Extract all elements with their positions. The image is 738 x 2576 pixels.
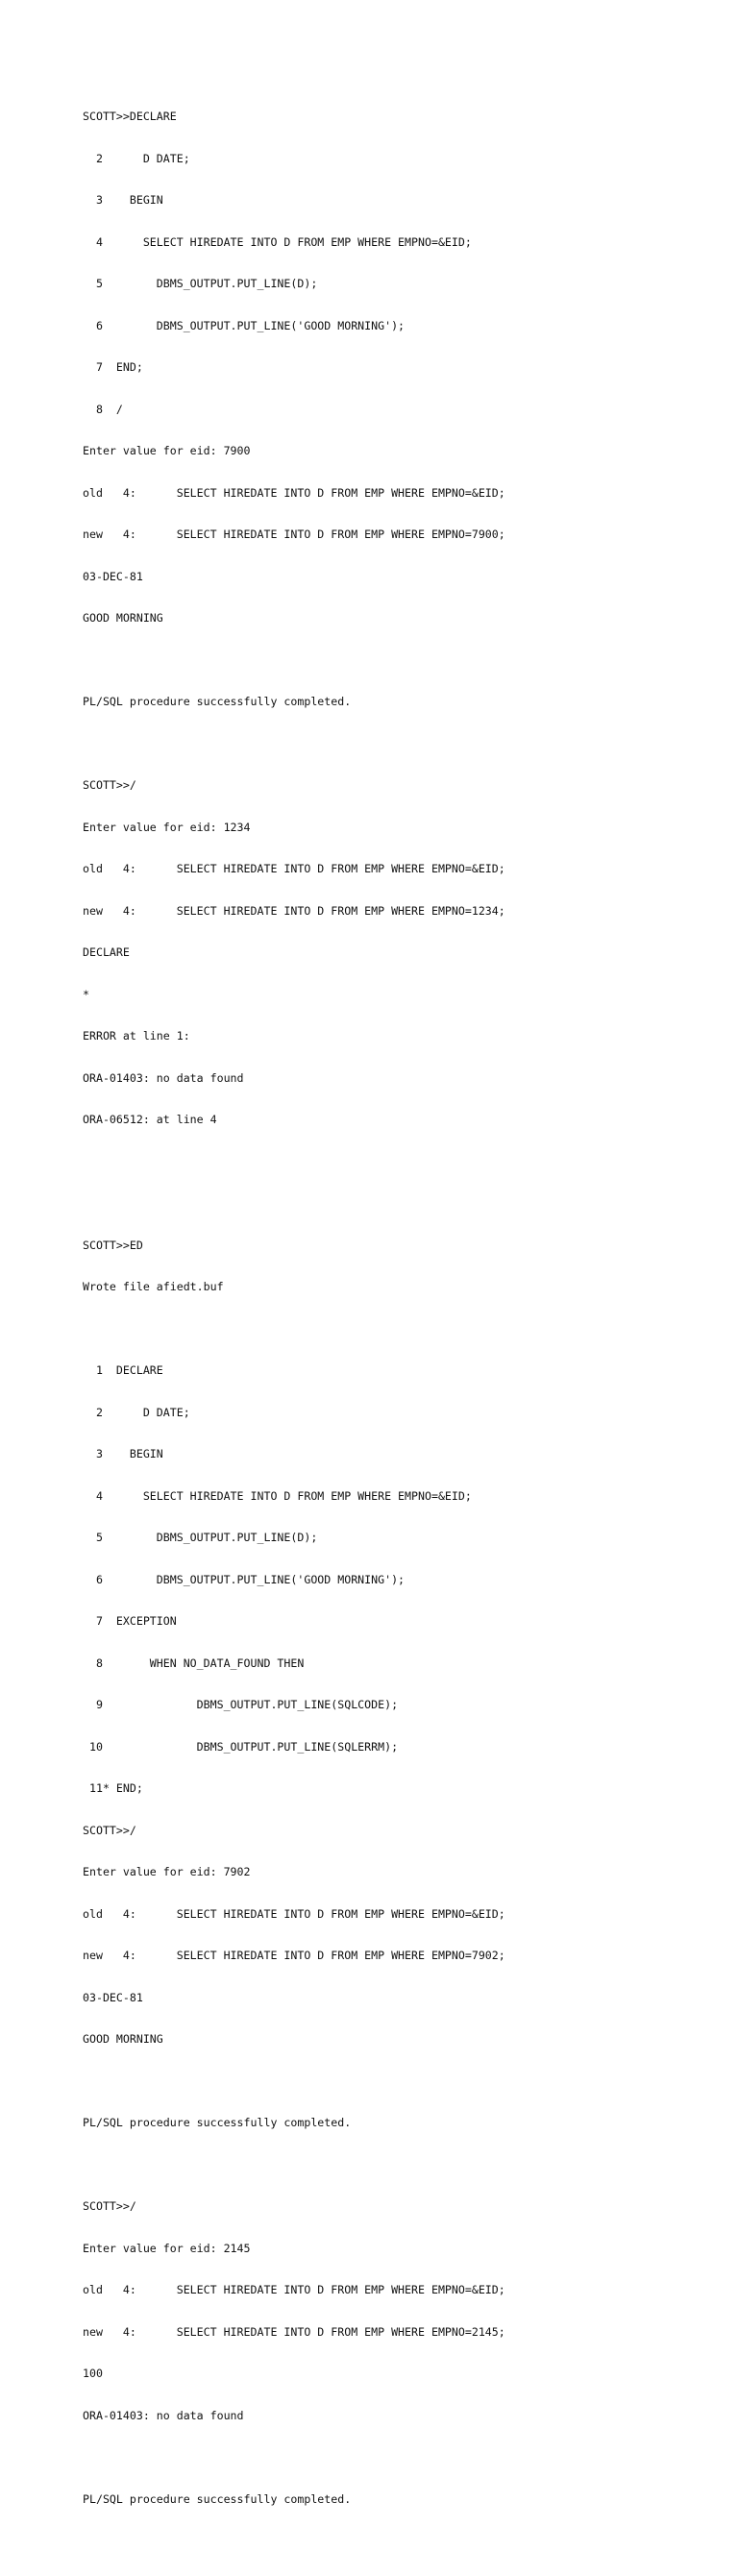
transcript-line: 9 DBMS_OUTPUT.PUT_LINE(SQLCODE); xyxy=(83,1698,399,1711)
transcript-line: GOOD MORNING xyxy=(83,611,163,625)
transcript-line: 7 END; xyxy=(83,360,143,374)
transcript-line: DECLARE xyxy=(83,945,130,959)
transcript-line xyxy=(83,2450,698,2465)
transcript-line: * xyxy=(83,987,89,1001)
transcript-line: ORA-01403: no data found xyxy=(83,2408,244,2422)
transcript-line: old 4: SELECT HIREDATE INTO D FROM EMP WHERE EMPNO=&EID; xyxy=(83,2283,505,2296)
transcript-line: SCOTT>>/ xyxy=(83,2199,136,2213)
transcript-line: new 4: SELECT HIREDATE INTO D FROM EMP WHERE EMPNO=1234; xyxy=(83,903,505,918)
transcript-line: PL/SQL procedure successfully completed. xyxy=(83,695,352,708)
transcript-line: 8 / xyxy=(83,402,123,416)
transcript-line: 5 DBMS_OUTPUT.PUT_LINE(D); xyxy=(83,1531,318,1544)
transcript-line: Enter value for eid: 2145 xyxy=(83,2241,251,2255)
transcript-line: SCOTT>>/ xyxy=(83,1823,136,1837)
transcript-line: 2 D DATE; xyxy=(83,1405,190,1419)
transcript-line xyxy=(83,1196,698,1211)
transcript-line: 10 DBMS_OUTPUT.PUT_LINE(SQLERRM); xyxy=(83,1739,399,1754)
transcript-line: 4 SELECT HIREDATE INTO D FROM EMP WHERE EMPNO=&EID; xyxy=(83,234,472,249)
transcript-line xyxy=(83,653,698,668)
transcript-line xyxy=(83,2074,698,2089)
transcript-line: new 4: SELECT HIREDATE INTO D FROM EMP WHERE EMPNO=2145; xyxy=(83,2324,505,2339)
transcript-line: 2 D DATE; xyxy=(83,151,190,165)
transcript-line: old 4: SELECT HIREDATE INTO D FROM EMP WHERE EMPNO=&EID; xyxy=(83,485,505,500)
transcript-line: 4 SELECT HIREDATE INTO D FROM EMP WHERE EMPNO=&EID; xyxy=(83,1488,472,1503)
transcript-line: 8 WHEN NO_DATA_FOUND THEN xyxy=(83,1656,305,1670)
transcript-line: GOOD MORNING xyxy=(83,2032,163,2046)
transcript-line xyxy=(83,737,698,751)
transcript-line: old 4: SELECT HIREDATE INTO D FROM EMP WHERE EMPNO=&EID; xyxy=(83,862,505,875)
transcript-line: ORA-06512: at line 4 xyxy=(83,1113,217,1126)
transcript-line: Enter value for eid: 7902 xyxy=(83,1865,251,1878)
transcript-line: 03-DEC-81 xyxy=(83,1990,143,2004)
transcript-line: 03-DEC-81 xyxy=(83,569,143,583)
transcript-line: 11* END; xyxy=(83,1781,143,1795)
transcript-line: SCOTT>>ED xyxy=(83,1238,143,1252)
transcript-line: PL/SQL procedure successfully completed. xyxy=(83,2491,352,2506)
transcript-line: SCOTT>>/ xyxy=(83,778,136,792)
transcript-line: SCOTT>>DECLARE xyxy=(83,110,177,123)
transcript-line: new 4: SELECT HIREDATE INTO D FROM EMP WHERE EMPNO=7900; xyxy=(83,527,505,541)
transcript-line: 6 DBMS_OUTPUT.PUT_LINE('GOOD MORNING'); xyxy=(83,318,406,332)
transcript-line: Wrote file afiedt.buf xyxy=(83,1280,224,1293)
transcript-line: 7 EXCEPTION xyxy=(83,1614,177,1628)
transcript-line: Enter value for eid: 1234 xyxy=(83,820,251,834)
transcript-line: 3 BEGIN xyxy=(83,1447,163,1460)
transcript-line: 6 DBMS_OUTPUT.PUT_LINE('GOOD MORNING'); xyxy=(83,1572,406,1586)
transcript-line: 3 BEGIN xyxy=(83,193,163,207)
transcript-line xyxy=(83,2158,698,2172)
transcript-line xyxy=(83,2534,698,2548)
transcript-line: 1 DECLARE xyxy=(83,1363,163,1377)
transcript-line: old 4: SELECT HIREDATE INTO D FROM EMP WHERE EMPNO=&EID; xyxy=(83,1906,505,1921)
transcript-line: new 4: SELECT HIREDATE INTO D FROM EMP WHERE EMPNO=7902; xyxy=(83,1949,505,1962)
transcript-line xyxy=(83,1155,698,1169)
transcript-line: PL/SQL procedure successfully completed. xyxy=(83,2116,352,2129)
transcript-line: ERROR at line 1: xyxy=(83,1029,190,1043)
transcript-line: Enter value for eid: 7900 xyxy=(83,444,251,457)
transcript-line: 100 xyxy=(83,2367,103,2380)
transcript-line: 5 DBMS_OUTPUT.PUT_LINE(D); xyxy=(83,277,318,290)
transcript-line xyxy=(83,1322,698,1337)
sqlplus-transcript xyxy=(83,82,698,2576)
transcript-line: ORA-01403: no data found xyxy=(83,1070,244,1085)
